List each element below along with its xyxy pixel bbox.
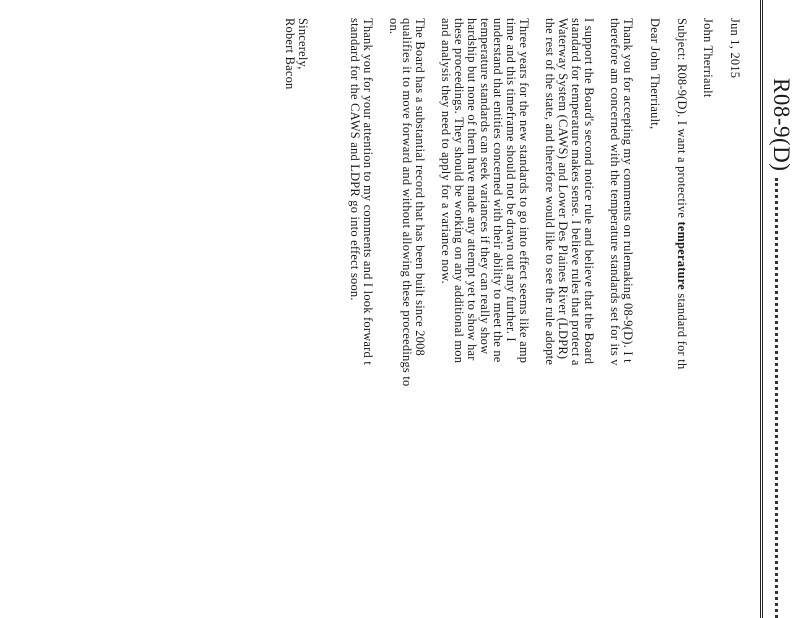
paragraph-line: Thank you for accepting my comments on rulemaking 08-9(D). I t: [621, 18, 635, 363]
paragraph-line: Three years for the new standards to go into effect seems like amp: [517, 18, 531, 364]
paragraph-line: standard for temperature makes sense. I believe rules that protect a: [569, 18, 583, 366]
paragraph-line: time and this timeframe should not be drawn out any further. I: [504, 18, 518, 342]
paragraph-line: I support the Board's second notice rule and believe that the Board: [582, 18, 596, 365]
paragraph-line: these proceedings. They should be working on any additional mon: [452, 18, 466, 364]
header-rule: [760, 0, 763, 618]
letter-recipient: John Therriault: [701, 18, 715, 98]
header-dotted-leader: [775, 178, 778, 618]
letter-closing: Sincerely,: [296, 18, 310, 70]
paragraph-line: Thank you for your attention to my comments and I look forward t: [361, 18, 375, 366]
paragraph-line: therefore am concerned with the temperature standards set for its v: [608, 18, 622, 366]
paragraph-line: the rest of the state, and therefore would like to see the rule adopte: [543, 18, 557, 366]
letter-subject: [674, 18, 689, 369]
letter-signature: Robert Bacon: [283, 18, 297, 90]
rotated-letter: [100, 0, 800, 618]
paragraph-line: hardship but none of them have made any attempt yet to show har: [465, 18, 479, 361]
paragraph-line: on.: [387, 18, 401, 35]
paragraph-line: The Board has a substantial record that has been built since 2008: [413, 18, 427, 356]
letter-date: Jun 1, 2015: [728, 18, 742, 79]
subject-suffix: standard for th: [675, 290, 689, 370]
paragraph-line: and analysis they need to apply for a variance now.: [439, 18, 453, 284]
subject-prefix: Subject: R08-9(D). I want a protective: [675, 18, 689, 222]
subject-emphasis: temperature: [675, 221, 689, 291]
paragraph-line: standard for the CAWS and LDPR go into effect soon.: [348, 18, 362, 301]
paragraph-line: temperature standards can seek variances if they can really show: [478, 18, 492, 355]
docket-header: R08-9(D): [769, 78, 794, 172]
paragraph-line: Waterway System (CAWS) and Lower Des Plaines River (LDPR): [556, 18, 570, 360]
paragraph-line: qualifies it to move forward and without allowing these proceedings to: [400, 18, 414, 387]
letter-salutation: Dear John Therriault,: [648, 18, 662, 130]
paragraph-line: understand that entities concerned with their ability to meet the ne: [491, 18, 505, 363]
